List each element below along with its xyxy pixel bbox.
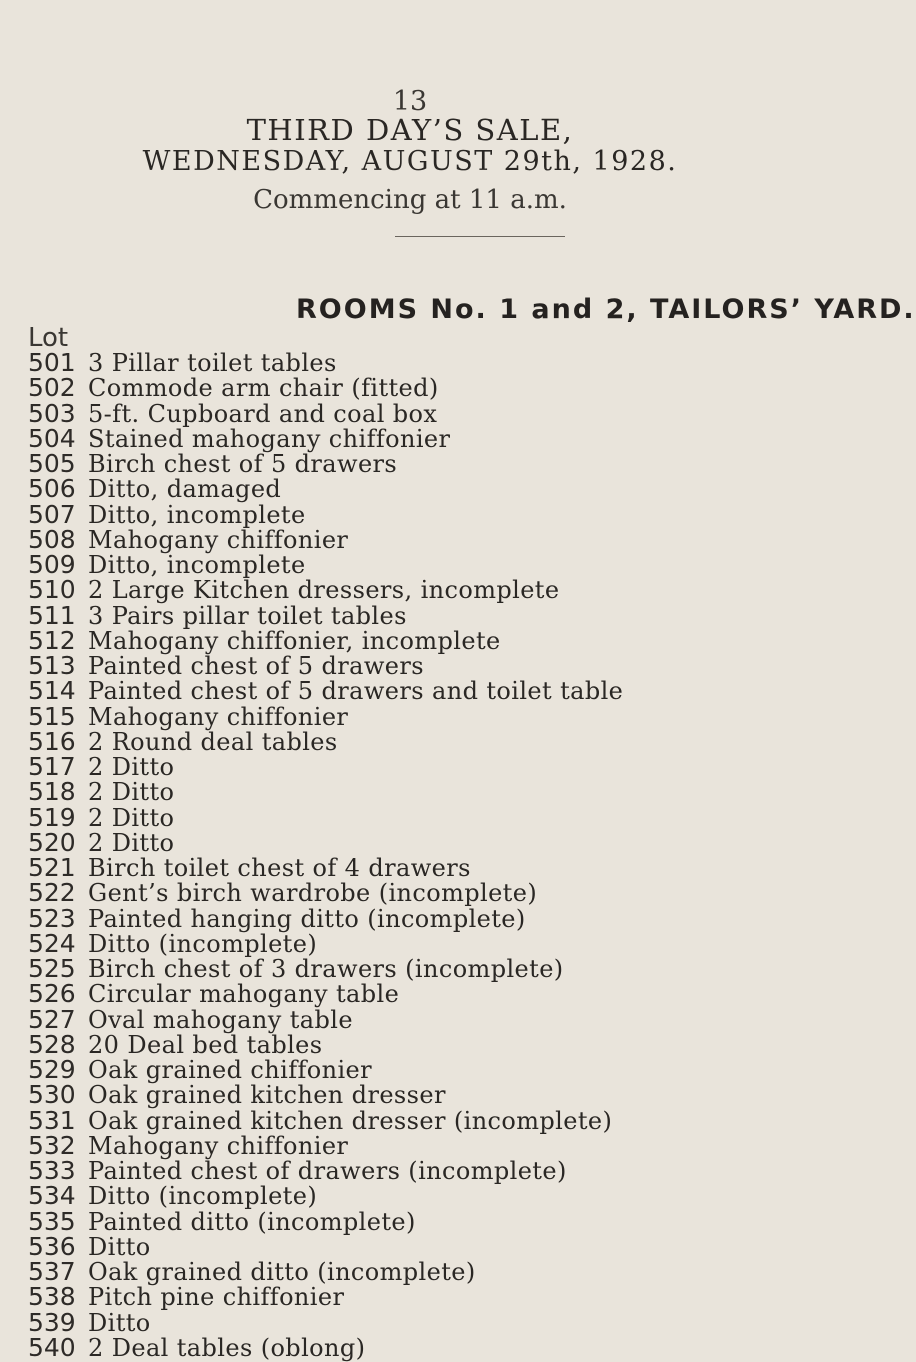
lot-number: 511 [28,600,76,630]
lot-row [28,575,818,605]
lot-row [28,474,818,504]
lot-row [28,373,818,403]
lot-row [28,903,818,933]
lot-description: Mahogany chiffonier [88,525,349,554]
lot-number: 525 [28,954,76,983]
lot-number: 514 [28,676,76,706]
lot-row [28,552,818,577]
lot-number: 530 [28,1080,76,1110]
lot-description: Gent’s birch wardrobe (incomplete) [88,879,538,908]
lot-number: 534 [28,1181,76,1211]
lot-description: 3 Pairs pillar toilet tables [88,601,407,630]
lot-number: 502 [28,373,76,403]
lot-number: 515 [28,701,76,731]
lot-row [28,1231,818,1261]
lot-row [28,499,818,529]
lot-number: 540 [28,1332,76,1362]
lot-description: Pitch pine chiffonier [88,1283,345,1312]
lot-row [28,1029,818,1059]
lot-description: Painted chest of drawers (incomplete) [88,1157,567,1185]
lot-row [28,979,818,1009]
lot-row [28,878,818,908]
lot-description: Oval mahogany table [88,1005,353,1034]
lot-description: 2 Large Kitchen dressers, incomplete [88,576,560,605]
lot-description: Ditto, incomplete [88,500,306,529]
lot-number: 537 [28,1257,76,1286]
lot-number: 524 [28,928,76,958]
divider-rule [395,236,565,237]
lot-description: Birch chest of 3 drawers (incomplete) [88,955,564,983]
lot-row [28,1332,818,1362]
lot-row [28,451,818,476]
lot-row [28,1130,818,1160]
lot-description: Painted ditto (incomplete) [88,1207,416,1236]
lot-row [28,423,818,453]
lot-number: 507 [28,499,76,529]
lot-number: 533 [28,1156,76,1185]
page-number: 13 [392,86,428,117]
lot-number: 516 [28,726,76,756]
lot-description: Oak grained kitchen dresser (incomplete) [88,1106,613,1135]
lot-description: Ditto (incomplete) [88,1182,318,1211]
lot-description: 5-ft. Cupboard and coal box [88,399,438,428]
lot-row [28,350,818,375]
lot-row [28,1057,818,1082]
lot-number: 504 [28,423,76,453]
lot-number: 529 [28,1055,76,1084]
lot-description: 2 Deal tables (oblong) [88,1333,366,1362]
lot-row [28,1282,818,1312]
lot-row [28,676,818,706]
lot-description: Oak grained ditto (incomplete) [88,1258,476,1286]
lot-description: 3 Pillar toilet tables [88,349,337,377]
lot-description: 20 Deal bed tables [88,1030,323,1059]
lot-description: Stained mahogany chiffonier [88,424,451,453]
lot-description: Mahogany chiffonier [88,702,349,731]
lot-row [28,1181,818,1211]
lot-number: 510 [28,575,76,605]
lot-number: 531 [28,1105,76,1135]
lot-description: 2 Round deal tables [88,727,338,756]
lot-description: Ditto (incomplete) [88,929,318,958]
rooms-heading: ROOMS No. 1 and 2, TAILORS’ YARD. [296,294,916,325]
lot-description: Painted chest of 5 drawers and toilet table [88,677,624,706]
lot-row [28,701,818,731]
lot-number: 513 [28,651,76,680]
lot-row [28,653,818,678]
lot-number: 532 [28,1130,76,1160]
lot-row [28,1307,818,1337]
lot-description: Ditto, damaged [88,475,282,504]
lot-number: 505 [28,449,76,478]
lot-row [28,1158,818,1183]
lot-number: 523 [28,903,76,933]
lot-description: Mahogany chiffonier [88,1131,349,1160]
lot-number: 509 [28,550,76,579]
lot-number: 518 [28,777,76,807]
lot-row [28,956,818,981]
lot-row [28,1259,818,1284]
lot-description: Ditto [88,1308,151,1337]
lot-row [28,1206,818,1236]
sale-title: THIRD DAY’S SALE, [246,113,574,147]
lot-description: Painted chest of 5 drawers [88,652,424,680]
lot-number: 503 [28,398,76,428]
lot-row [28,928,818,958]
lot-number: 539 [28,1307,76,1337]
lot-row [28,600,818,630]
lot-description: Commode arm chair (fitted) [88,374,439,403]
lot-row [28,398,818,428]
lot-number: 521 [28,853,76,882]
lot-number: 538 [28,1282,76,1312]
lot-row [28,625,818,655]
lot-row [28,726,818,756]
lot-number: 519 [28,802,76,832]
lot-description: Circular mahogany table [88,980,400,1009]
commencing-time: Commencing at 11 a.m. [253,185,567,215]
lot-row [28,754,818,779]
lot-row [28,524,818,554]
lot-description: Mahogany chiffonier, incomplete [88,626,501,655]
lot-number: 522 [28,878,76,908]
lot-row [28,777,818,807]
lot-description: 2 Ditto [88,828,175,857]
lot-row [28,1105,818,1135]
lot-description: Oak grained kitchen dresser [88,1081,446,1110]
lot-row [28,855,818,880]
lot-description: Painted hanging ditto (incomplete) [88,904,526,933]
lot-number: 535 [28,1206,76,1236]
lot-description: Ditto [88,1232,151,1261]
lot-number: 517 [28,752,76,781]
lot-number: 501 [28,348,76,377]
lot-number: 506 [28,474,76,504]
lot-description: 2 Ditto [88,753,175,781]
lot-column-label: Lot [28,323,69,353]
lot-description: Ditto, incomplete [88,551,306,579]
lot-row [28,827,818,857]
lot-number: 520 [28,827,76,857]
lot-number: 526 [28,979,76,1009]
lot-description: 2 Ditto [88,778,175,807]
lot-row [28,1004,818,1034]
lot-description: Birch toilet chest of 4 drawers [88,854,471,882]
lot-number: 512 [28,625,76,655]
lot-list [28,350,818,1360]
lot-number: 536 [28,1231,76,1261]
lot-description: 2 Ditto [88,803,175,832]
lot-number: 528 [28,1029,76,1059]
lot-row [28,1080,818,1110]
lot-description: Oak grained chiffonier [88,1056,373,1084]
sale-date: WEDNESDAY, AUGUST 29th, 1928. [142,146,678,177]
lot-row [28,802,818,832]
lot-number: 508 [28,524,76,554]
lot-description: Birch chest of 5 drawers [88,450,398,478]
lot-number: 527 [28,1004,76,1034]
